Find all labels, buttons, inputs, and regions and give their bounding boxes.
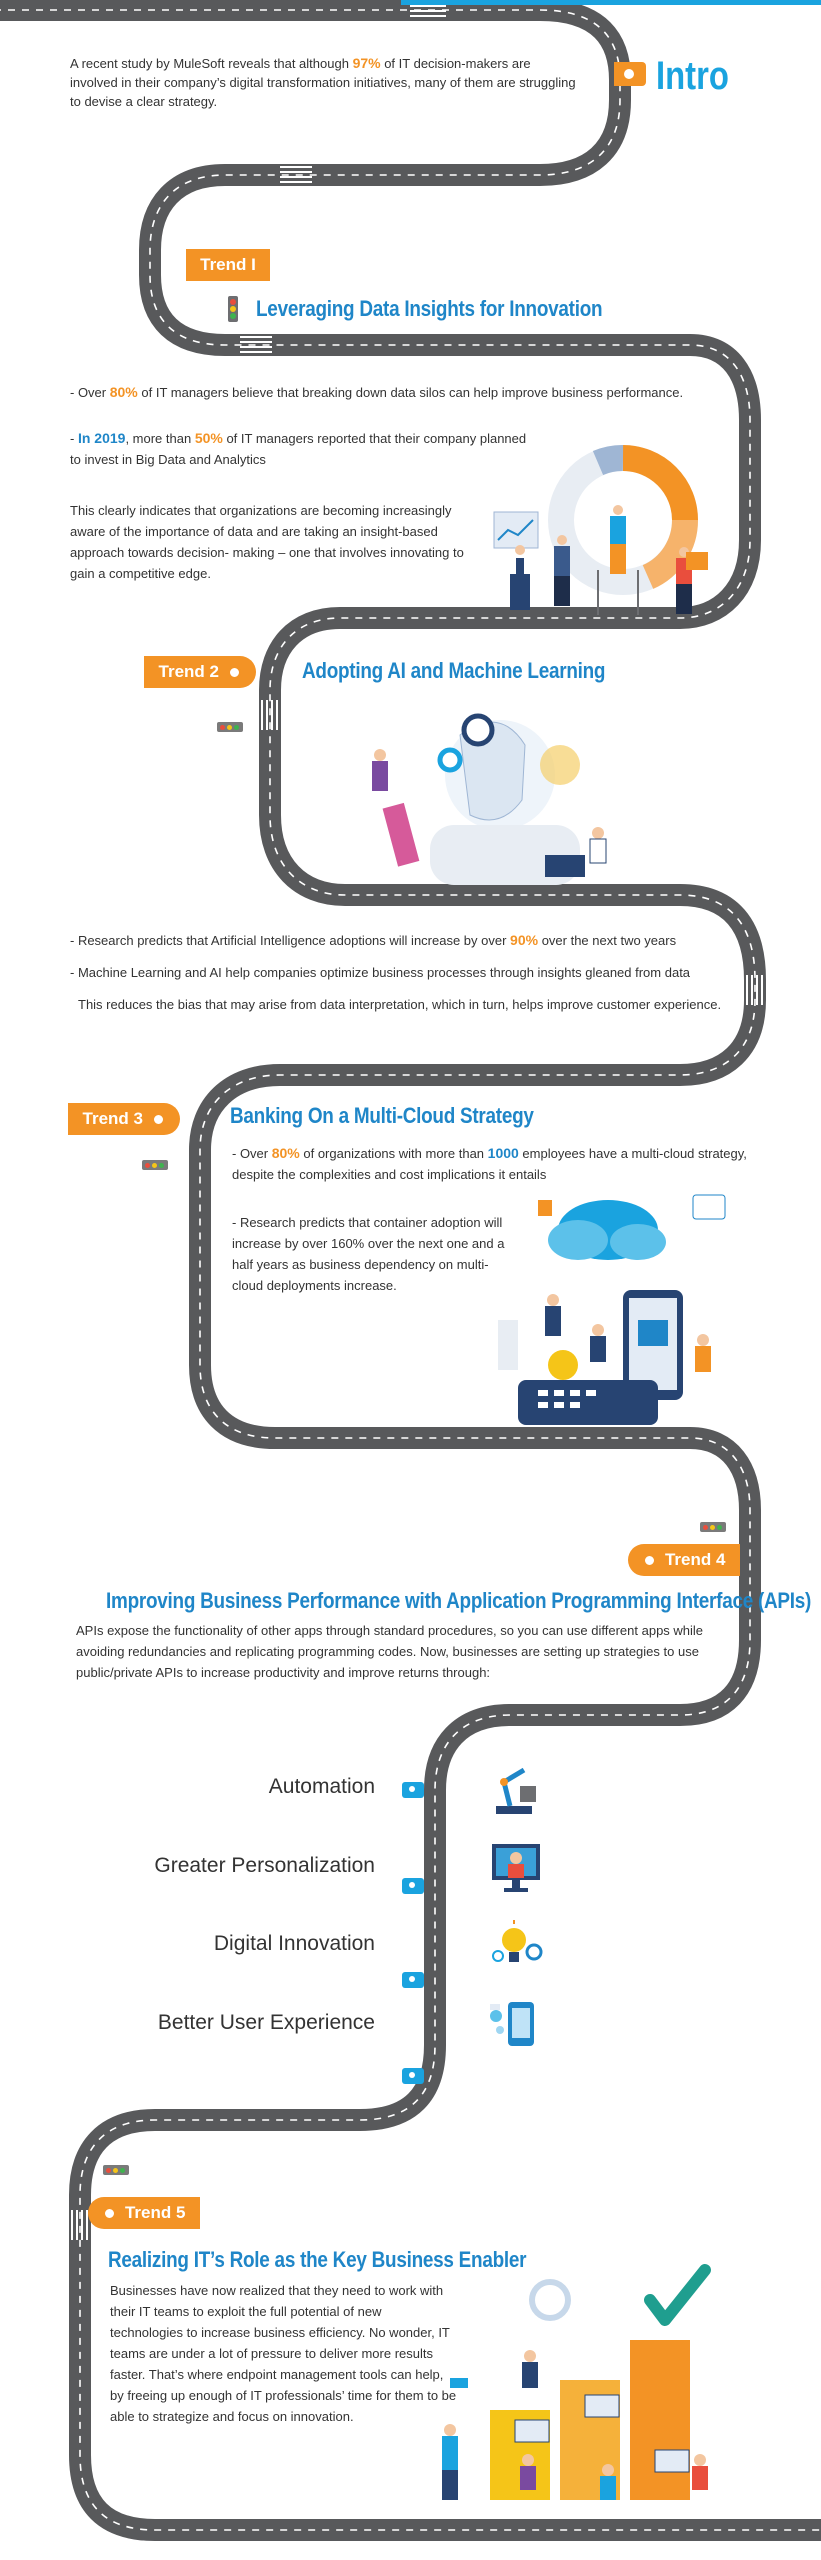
ai-robot-illustration (350, 705, 630, 895)
benefit-better-user-experience: Better User Experience (157, 2011, 375, 2034)
personalization-icon (488, 1838, 544, 1898)
trend5-title: Realizing IT’s Role as the Key Business Enabler (108, 2247, 527, 2272)
robot-arm-icon (490, 1758, 540, 1818)
intro-title: Intro (656, 54, 729, 98)
trend3-bullet-1: - Over 80% of organizations with more than 1000 employees have a multi-cloud strategy, despite the complexities and cost implications it entails (232, 1145, 747, 1182)
trend2-bullet-1: - Research predicts that Artificial Intelligence adoptions will increase by over 90% over the next two years (70, 932, 677, 948)
trend2-title: Adopting AI and Machine Learning (302, 658, 606, 683)
trend4-tag: Trend 4 (628, 1544, 740, 1576)
trend5-traffic-light-icon (103, 2165, 129, 2175)
trend4-traffic-light-icon (700, 1522, 726, 1532)
trend2-tag: Trend 2 (144, 656, 256, 688)
benefit-greater-personalization: Greater Personalization (154, 1854, 375, 1877)
benefit-automation: Automation (268, 1775, 375, 1798)
benefit-personalization-marker (402, 1878, 424, 1894)
intro-tag (614, 62, 646, 86)
benefit-digital-innovation: Digital Innovation (213, 1932, 375, 1955)
lightbulb-gear-icon (488, 1916, 548, 1974)
trend5-paragraph: Businesses have now realized that they need to work with their IT teams to exploit the full potential of new technologies to increase business efficiency. No wonder, IT teams are under a lot of pressure to deliver more results faster. That’s where endpoint management tools can help, by freeing up enough of IT professionals’ time for them to be able to strategize and focus on innovation. (110, 2283, 457, 2424)
benefit-innovation-marker (402, 1972, 424, 1988)
it-team-bar-chart-illustration (420, 2260, 740, 2510)
trend3-title: Banking On a Multi-Cloud Strategy (230, 1103, 534, 1128)
trend1-bullet-1: - Over 80% of IT managers believe that breaking down data silos can help improve business performance. (70, 384, 684, 400)
trend1-title: Leveraging Data Insights for Innovation (256, 296, 603, 321)
trend3-bullet-2: - Research predicts that container adoption will increase by over 160% over the next one and a half years as business dependency on multi-cloud deployments increase. (232, 1215, 505, 1293)
top-accent-bar (401, 0, 821, 5)
user-experience-phone-icon (484, 1996, 544, 2056)
data-analytics-illustration (488, 440, 718, 620)
trend4-title: Improving Business Performance with Application Programming Interface (APIs) (106, 1588, 812, 1613)
trend2-traffic-light-icon (217, 722, 243, 732)
trend3-tag: Trend 3 (68, 1103, 180, 1135)
multi-cloud-illustration (498, 1190, 733, 1440)
trend5-tag: Trend 5 (88, 2197, 200, 2229)
trend1-bullet-2: - In 2019, more than 50% of IT managers reported that their company planned to invest in Big Data and Analytics (70, 430, 527, 467)
trend1-tag: Trend I (186, 249, 270, 281)
benefit-automation-marker (402, 1782, 424, 1798)
trend3-traffic-light-icon (142, 1160, 168, 1170)
trend1-paragraph: This clearly indicates that organizations are becoming increasingly aware of the importance of data and are taking an insight-based approach towards decision- making – one that involves innovating to gain a competitive edge. (70, 503, 464, 581)
trend4-paragraph: APIs expose the functionality of other apps through standard procedures, so you can use different apps while avoiding redundancies and replicating programming codes. Now, businesses are setting up strategies to use public/private APIs to increase productivity and improve returns through: (76, 1623, 704, 1680)
benefit-user-experience-marker (402, 2068, 424, 2084)
intro-text: A recent study by MuleSoft reveals that although 97% of IT decision-makers are involved in their company’s digital transformation initiatives, many of them are struggling to devise a clear strategy. (70, 55, 576, 109)
trend2-bullet-3: This reduces the bias that may arise from data interpretation, which in turn, helps improve customer experience. (78, 997, 722, 1012)
trend2-bullet-2: - Machine Learning and AI help companies optimize business processes through insights gleaned from data (70, 965, 691, 980)
trend1-traffic-light-icon (228, 296, 238, 322)
